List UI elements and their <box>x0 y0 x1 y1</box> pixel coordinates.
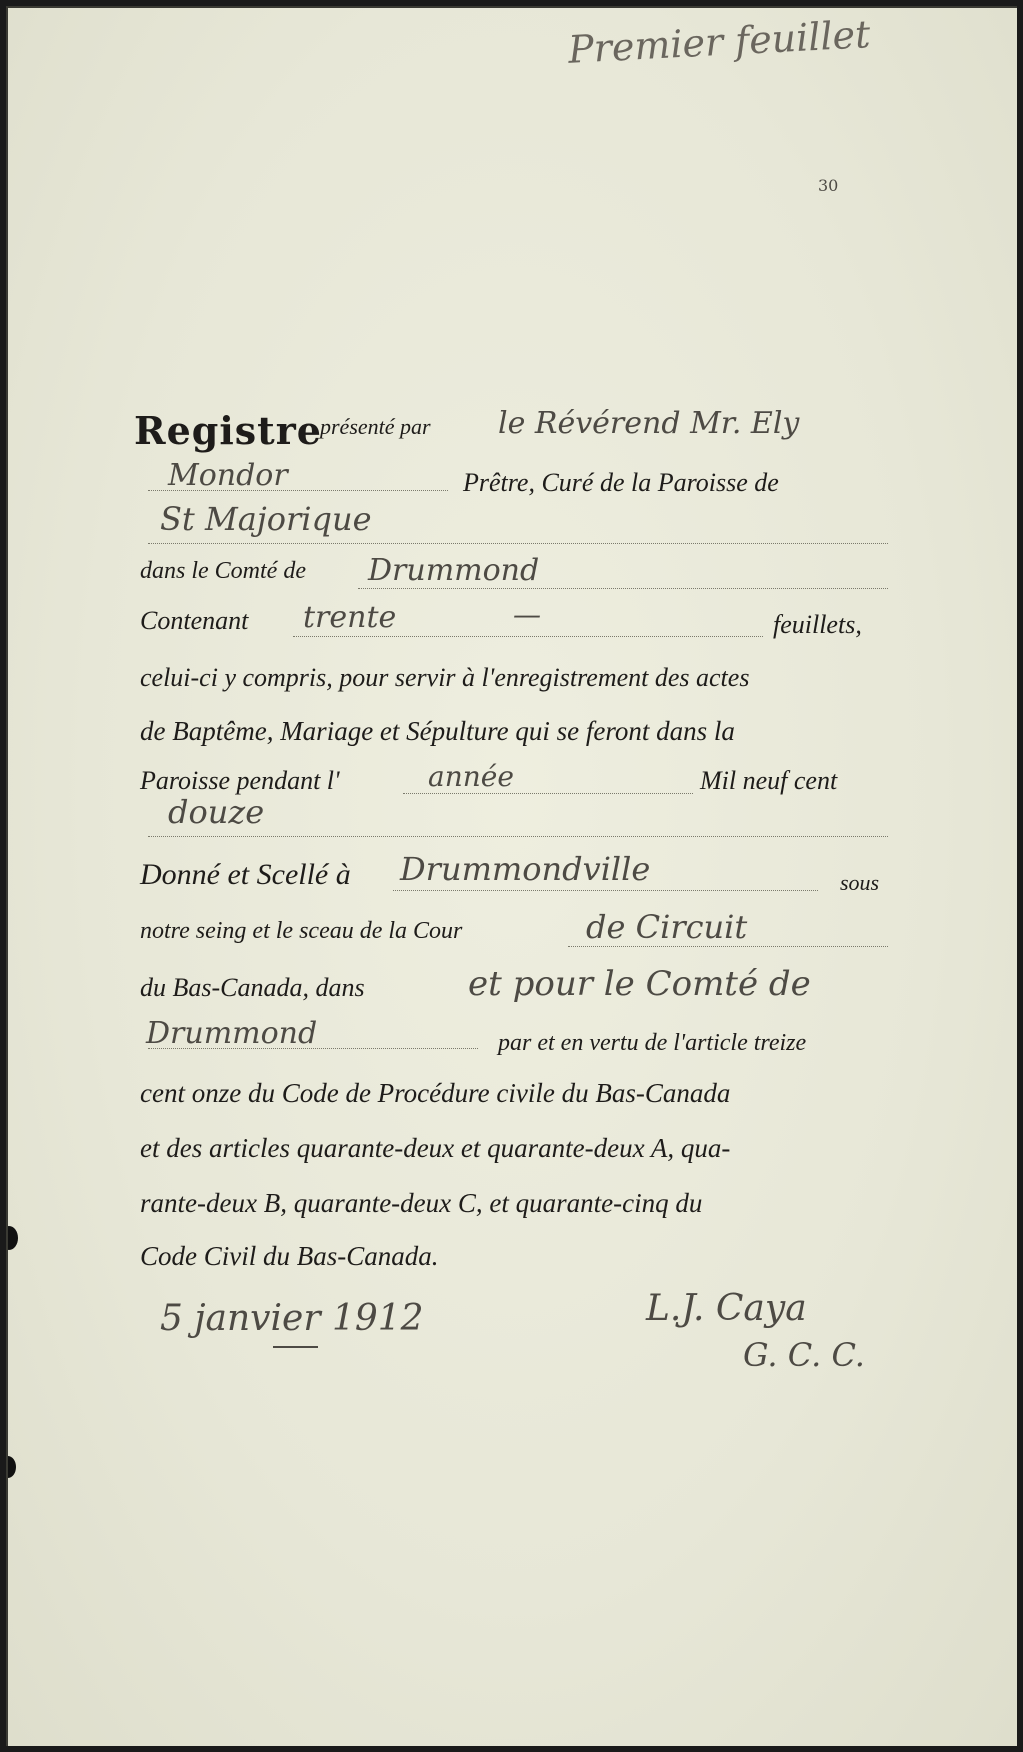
page-number: 30 <box>818 176 839 195</box>
court-name: de Circuit <box>586 908 748 946</box>
date-underline <box>273 1346 318 1348</box>
court-underline <box>568 946 888 947</box>
district-name: Drummond <box>146 1016 318 1051</box>
name-underline <box>148 490 448 491</box>
parish-name: St Majorique <box>160 500 372 538</box>
mil-neuf-cent-label: Mil neuf cent <box>700 766 838 795</box>
pour-comte-text: et pour le Comté de <box>468 964 811 1004</box>
binding-blot-upper <box>6 1226 18 1250</box>
year-underline <box>148 836 888 837</box>
pretre-cure-label: Prêtre, Curé de la Paroisse de <box>463 468 779 497</box>
sous-label: sous <box>840 870 880 895</box>
bas-canada-label: du Bas-Canada, dans <box>140 973 365 1002</box>
donne-scelle-label: Donné et Scellé à <box>140 858 351 891</box>
place-name: Drummondville <box>400 850 651 888</box>
county-underline <box>358 588 888 589</box>
parish-underline <box>148 543 888 544</box>
par-vertu-label: par et en vertu de l'article treize <box>498 1030 807 1056</box>
binding-blot-lower <box>6 1456 16 1478</box>
contenant-label: Contenant <box>140 606 249 635</box>
district-underline <box>148 1048 478 1049</box>
text-line-articles: et des articles quarante-deux et quarante-deux A, qua- <box>140 1133 731 1163</box>
county-name: Drummond <box>368 553 540 588</box>
leaves-dash: — <box>513 598 541 631</box>
signature-title: G. C. C. <box>743 1336 865 1374</box>
annee-underline <box>403 793 693 794</box>
leaves-count: trente <box>303 600 397 635</box>
notre-seing-label: notre seing et le sceau de la Cour <box>140 918 463 944</box>
text-line-celui: celui-ci y compris, pour servir à l'enregistrement des actes <box>140 663 750 692</box>
presenter-name-line2: Mondor <box>168 458 288 493</box>
register-page <box>6 6 1017 1746</box>
issue-date: 5 janvier 1912 <box>160 1298 424 1339</box>
signature: L.J. Caya <box>646 1288 807 1329</box>
presenter-name-line1: le Révérend Mr. Ely <box>498 406 800 441</box>
text-line-cent-onze: cent onze du Code de Procédure civile du Bas-Canada <box>140 1078 731 1108</box>
presente-par-label: présenté par <box>320 414 431 439</box>
year-words: douze <box>168 793 265 831</box>
annee-word: année <box>428 760 514 793</box>
feuillets-label: feuillets, <box>773 610 862 639</box>
place-underline <box>393 890 818 891</box>
paroisse-pendant-label: Paroisse pendant l' <box>140 766 340 795</box>
comte-label: dans le Comté de <box>140 558 306 584</box>
registre-heading: Registre <box>134 408 322 453</box>
leaves-underline <box>293 636 763 637</box>
text-line-code: Code Civil du Bas-Canada. <box>140 1241 439 1271</box>
premier-feuillet-note: Premier feuillet <box>567 12 872 72</box>
text-line-rante: rante-deux B, quarante-deux C, et quarante-cinq du <box>140 1188 703 1218</box>
text-line-bapteme: de Baptême, Mariage et Sépulture qui se feront dans la <box>140 716 735 746</box>
